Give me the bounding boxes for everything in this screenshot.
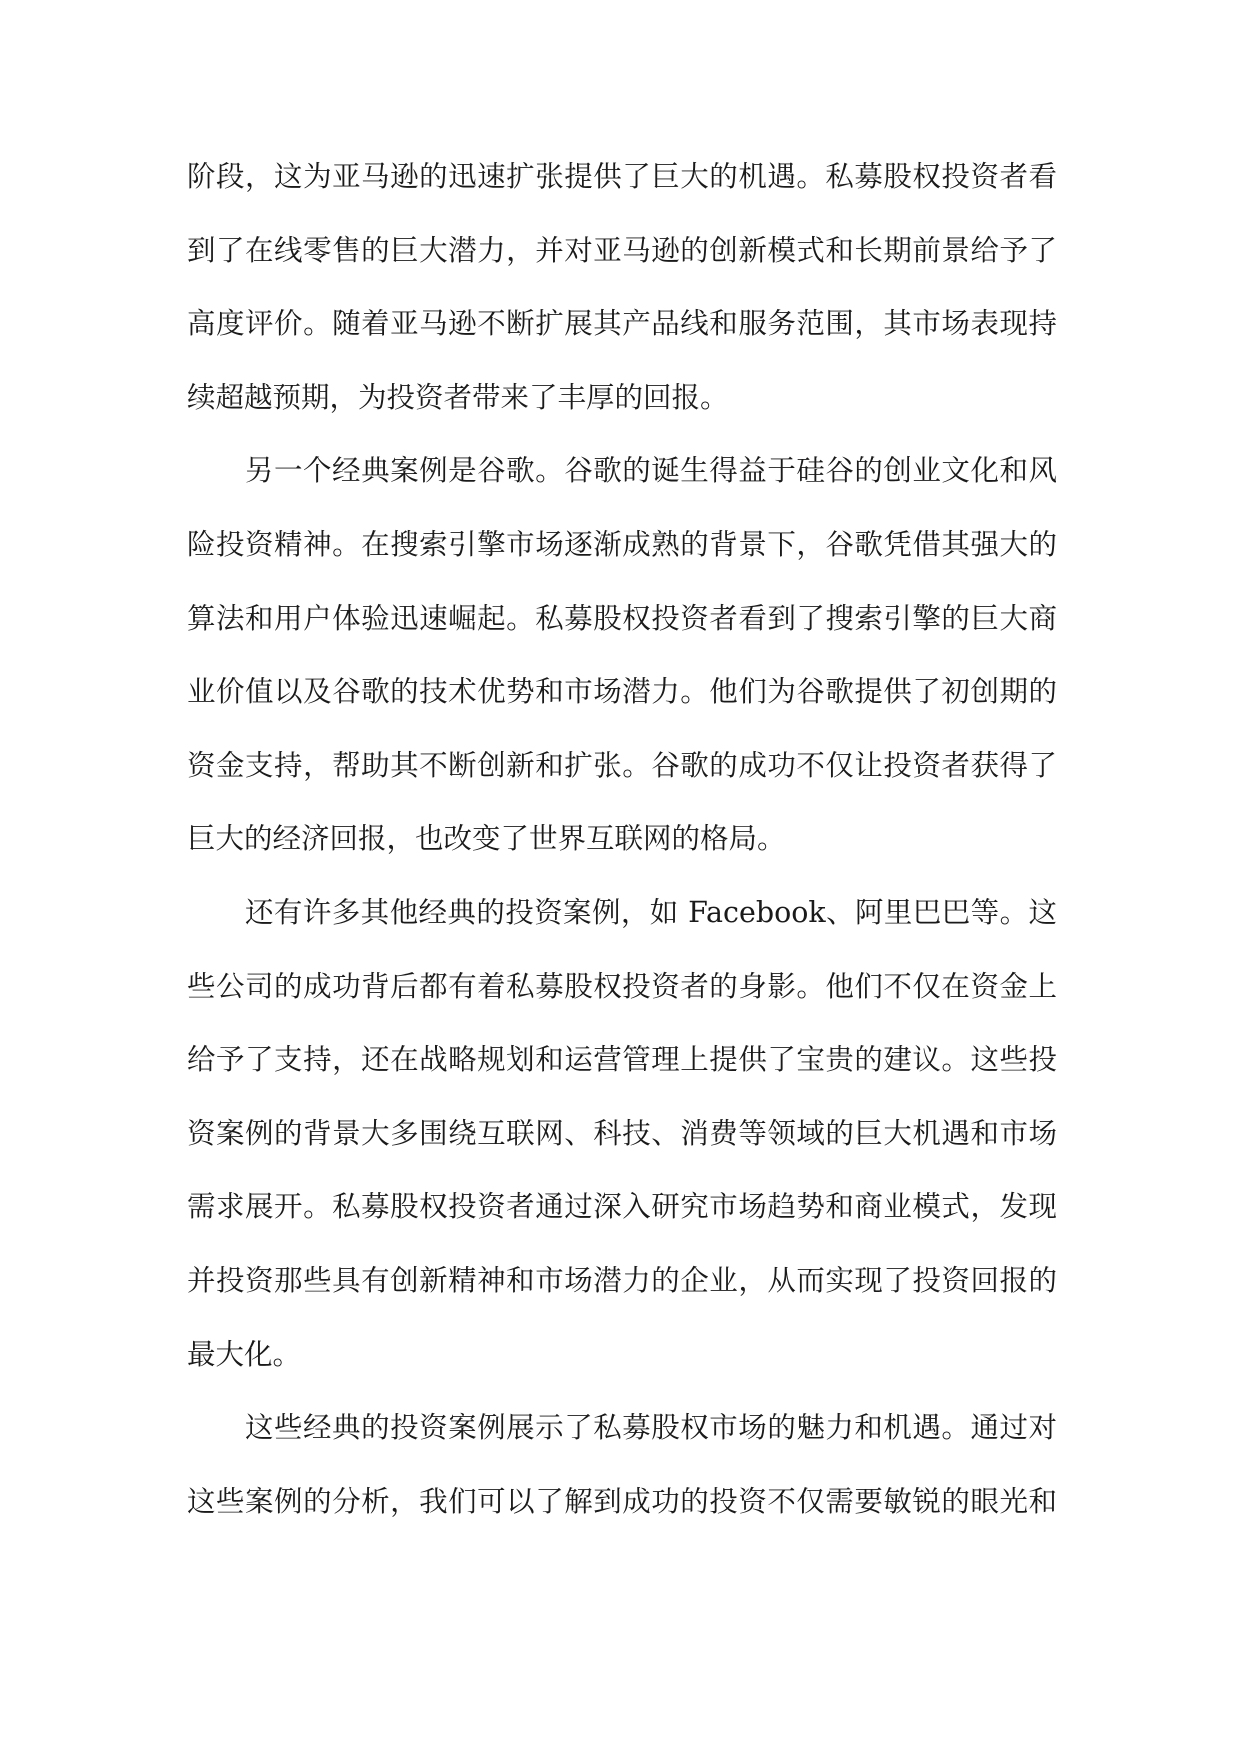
paragraph-3-line-3: 给予了支持，还在战略规划和运营管理上提供了宝贵的建议。这些投 — [187, 1043, 1057, 1077]
paragraph-1-line-4: 续超越预期，为投资者带来了丰厚的回报。 — [187, 380, 729, 414]
paragraph-3-line-5: 需求展开。私募股权投资者通过深入研究市场趋势和商业模式，发现 — [187, 1190, 1057, 1224]
paragraph-1-line-1: 阶段，这为亚马逊的迅速扩张提供了巨大的机遇。私募股权投资者看 — [187, 160, 1057, 193]
paragraph-2 — [187, 434, 1057, 876]
paragraph-2-line-2: 险投资精神。在搜索引擎市场逐渐成熟的背景下，谷歌凭借其强大的 — [187, 527, 1057, 561]
paragraph-4-line-1: 这些经典的投资案例展示了私募股权市场的魅力和机遇。通过对 — [245, 1411, 1057, 1445]
paragraph-4 — [187, 1391, 1057, 1538]
document-body — [187, 140, 1057, 1538]
paragraph-1 — [187, 140, 1057, 434]
paragraph-2-line-3: 算法和用户体验迅速崛起。私募股权投资者看到了搜索引擎的巨大商 — [187, 601, 1057, 635]
paragraph-1-line-3: 高度评价。随着亚马逊不断扩展其产品线和服务范围，其市场表现持 — [187, 307, 1057, 341]
paragraph-3-line-1: 还有许多其他经典的投资案例，如 Facebook、阿里巴巴等。这 — [245, 895, 1057, 929]
paragraph-2-line-6: 巨大的经济回报，也改变了世界互联网的格局。 — [187, 822, 786, 856]
paragraph-3-line-7: 最大化。 — [187, 1337, 302, 1371]
paragraph-3-line-2: 些公司的成功背后都有着私募股权投资者的身影。他们不仅在资金上 — [187, 969, 1057, 1003]
paragraph-2-line-4: 业价值以及谷歌的技术优势和市场潜力。他们为谷歌提供了初创期的 — [187, 675, 1057, 709]
paragraph-4-line-2: 这些案例的分析，我们可以了解到成功的投资不仅需要敏锐的眼光和 — [187, 1484, 1057, 1518]
paragraph-1-line-2: 到了在线零售的巨大潜力，并对亚马逊的创新模式和长期前景给予了 — [187, 233, 1057, 267]
paragraph-3 — [187, 876, 1057, 1391]
paragraph-3-line-4: 资案例的背景大多围绕互联网、科技、消费等领域的巨大机遇和市场 — [187, 1116, 1057, 1150]
paragraph-3-line-6: 并投资那些具有创新精神和市场潜力的企业，从而实现了投资回报的 — [187, 1263, 1057, 1297]
paragraph-2-line-5: 资金支持，帮助其不断创新和扩张。谷歌的成功不仅让投资者获得了 — [187, 748, 1057, 782]
paragraph-2-line-1: 另一个经典案例是谷歌。谷歌的诞生得益于硅谷的创业文化和风 — [245, 454, 1057, 488]
